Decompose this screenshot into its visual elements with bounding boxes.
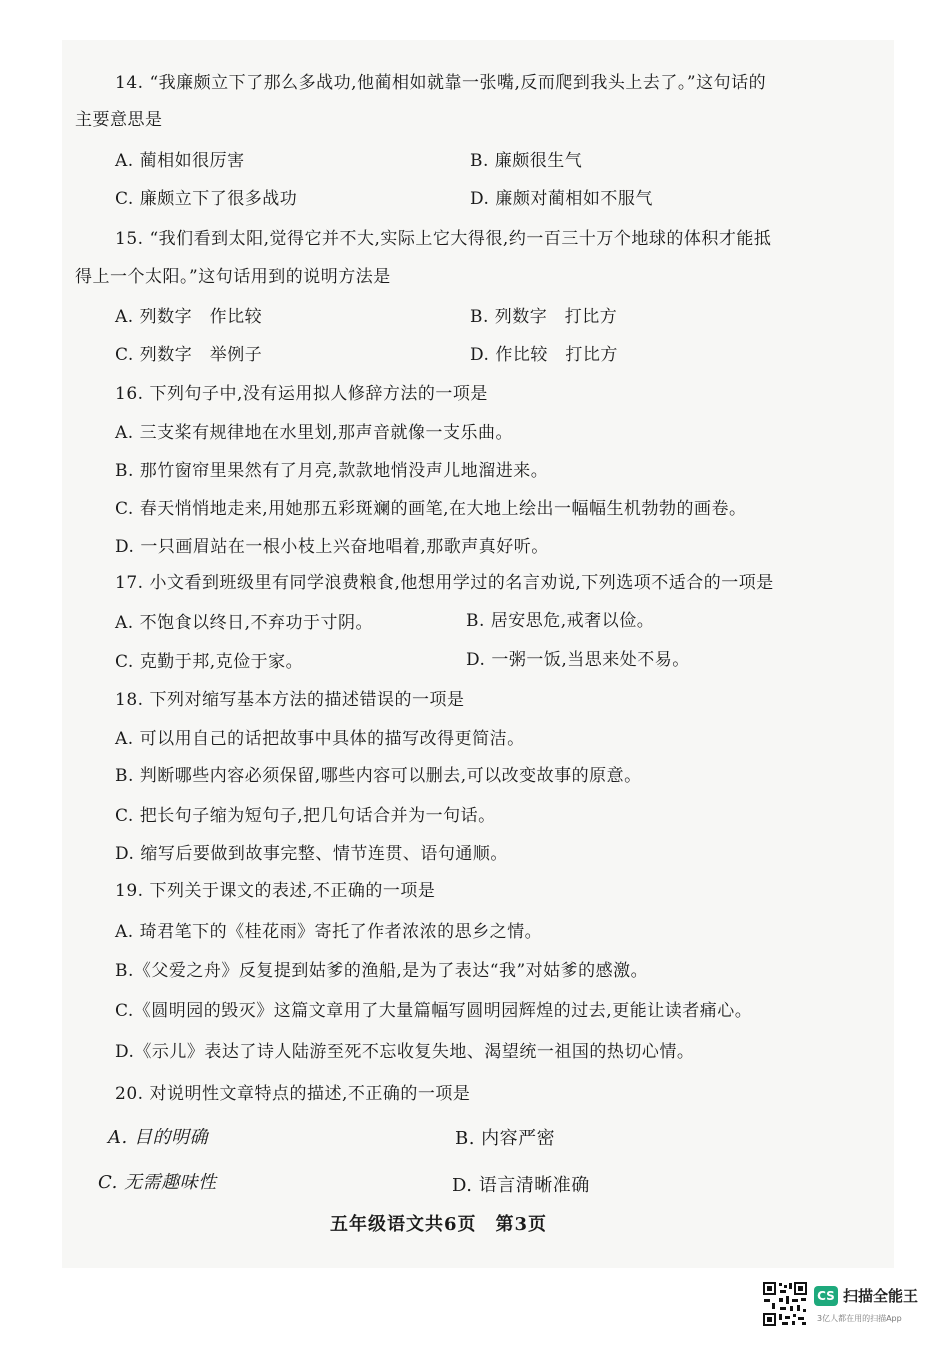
q16-option-a: A. 三支桨有规律地在水里划,那声音就像一支乐曲。: [115, 423, 513, 443]
q17-option-d: D. 一粥一饭,当思来处不易。: [466, 650, 690, 670]
q19-option-d: D.《示儿》表达了诗人陆游至死不忘收复失地、渴望统一祖国的热切心情。: [115, 1042, 695, 1062]
q15-option-d: D. 作比较 打比方: [470, 345, 618, 365]
camscanner-logo-icon: CS: [814, 1286, 838, 1306]
q14-option-c: C. 廉颇立下了很多战功: [115, 189, 298, 209]
q17-stem: 17. 小文看到班级里有同学浪费粮食,他想用学过的名言劝说,下列选项不适合的一项是: [115, 573, 774, 593]
q20-option-c: C. 无需趣味性: [98, 1172, 217, 1193]
q16-option-d: D. 一只画眉站在一根小枝上兴奋地唱着,那歌声真好听。: [115, 537, 549, 557]
q14-option-b: B. 廉颇很生气: [470, 151, 583, 171]
q20-option-a: A. 目的明确: [108, 1127, 208, 1148]
qr-code-icon: [762, 1281, 808, 1327]
q14-option-a: A. 蔺相如很厉害: [115, 151, 245, 171]
q18-stem: 18. 下列对缩写基本方法的描述错误的一项是: [115, 690, 465, 710]
q19-option-c: C.《圆明园的毁灭》这篇文章用了大量篇幅写圆明园辉煌的过去,更能让读者痛心。: [115, 1001, 753, 1021]
q18-option-c: C. 把长句子缩为短句子,把几句话合并为一句话。: [115, 806, 496, 826]
q16-option-b: B. 那竹窗帘里果然有了月亮,款款地悄没声儿地溜进来。: [115, 461, 549, 481]
q18-option-b: B. 判断哪些内容必须保留,哪些内容可以删去,可以改变故事的原意。: [115, 766, 642, 786]
q15-stem-line2: 得上一个太阳。”这句话用到的说明方法是: [75, 267, 391, 287]
q15-option-c: C. 列数字 举例子: [115, 345, 263, 365]
q19-stem: 19. 下列关于课文的表述,不正确的一项是: [115, 881, 436, 901]
q14-stem-line1: 14. “我廉颇立下了那么多战功,他蔺相如就靠一张嘴,反而爬到我头上去了。”这句话的: [115, 73, 767, 93]
q17-option-c: C. 克勤于邦,克俭于家。: [115, 652, 304, 672]
q16-stem: 16. 下列句子中,没有运用拟人修辞方法的一项是: [115, 384, 488, 404]
q20-option-b: B. 内容严密: [455, 1128, 556, 1149]
scanner-tagline: 3亿人都在用的扫描App: [817, 1314, 902, 1323]
q15-stem-line1: 15. “我们看到太阳,觉得它并不大,实际上它大得很,约一百三十万个地球的体积才能抵: [115, 229, 772, 249]
q18-option-a: A. 可以用自己的话把故事中具体的描写改得更简洁。: [115, 729, 525, 749]
q19-option-a: A. 琦君笔下的《桂花雨》寄托了作者浓浓的思乡之情。: [115, 922, 543, 942]
q20-stem: 20. 对说明性文章特点的描述,不正确的一项是: [115, 1084, 471, 1104]
q17-option-a: A. 不饱食以终日,不弃功于寸阴。: [115, 613, 373, 633]
q16-option-c: C. 春天悄悄地走来,用她那五彩斑斓的画笔,在大地上绘出一幅幅生机勃勃的画卷。: [115, 499, 747, 519]
page-footer: 五年级语文共6页 第3页: [330, 1214, 548, 1235]
q14-stem-line2: 主要意思是: [75, 110, 163, 130]
scanner-brand-name: 扫描全能王: [843, 1287, 919, 1305]
q19-option-b: B.《父爱之舟》反复提到姑爹的渔船,是为了表达“我”对姑爹的感激。: [115, 961, 649, 981]
q17-option-b: B. 居安思危,戒奢以俭。: [466, 611, 655, 631]
q15-option-b: B. 列数字 打比方: [470, 307, 618, 327]
q15-option-a: A. 列数字 作比较: [115, 307, 263, 327]
q18-option-d: D. 缩写后要做到故事完整、情节连贯、语句通顺。: [115, 844, 508, 864]
q20-option-d: D. 语言清晰准确: [452, 1175, 590, 1196]
q14-option-d: D. 廉颇对蔺相如不服气: [470, 189, 653, 209]
